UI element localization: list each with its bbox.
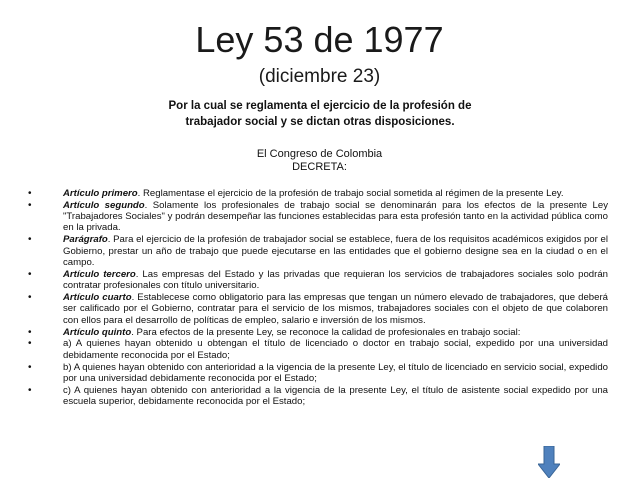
article-text: c) A quienes hayan obtenido con anterioridad a la vigencia de la presente Ley, el título de asistente social expedido por una escuela superior, debidamente reconocida por el Estado; [63, 384, 608, 408]
bullet: • [28, 292, 32, 304]
article-text: . Para efectos de la presente Ley, se reconoce la calidad de profesionales en trabajo social: [131, 326, 521, 338]
article-label: Artículo segundo [63, 199, 145, 211]
bullet: • [28, 188, 32, 199]
article-text: . Establecese como obligatorio para las empresas que tengan un número elevado de trabajadores, que deberá ser calificado por el Gobierno, contratar para el servicio de los mismos, trabajadores sociales con el objeto de que colaboren con ellos para el desarrollo de políticas de empleo, salario e inversión de los mismos. [63, 292, 608, 326]
article-text: . Solamente los profesionales de trabajo social se denominarán para los efectos de la presente Ley "Trabajadores Sociales" y podrán desempeñar las funciones establecidas para esta profesión tanto en la actividad pública como en la privada. [63, 199, 608, 234]
article-text: b) A quienes hayan obtenido con anterioridad a la vigencia de la presente Ley, el título de licenciado en servicio social, expedido por una universidad debidamente reconocida por el Estado; [63, 361, 608, 384]
bullet: • [28, 268, 32, 280]
article-text: . Reglamentase el ejercicio de la profesión de trabajo social sometida al régimen de la presente Ley. [137, 188, 564, 199]
article-text: a) A quienes hayan obtenido u obtengan el título de licenciado o doctor en trabajo social, expedido por una universidad debidamente reconocida por el Estado; [63, 338, 608, 361]
bullet: • [28, 234, 32, 246]
decreta-label: DECRETA: [292, 161, 347, 173]
article-label: Parágrafo [63, 234, 108, 246]
arrow-down-icon[interactable] [538, 446, 560, 478]
list-item [28, 362, 608, 385]
list-item [28, 200, 608, 234]
article-text: . Para el ejercicio de la profesión de trabajador social se establece, fuera de los requisitos académicos exigidos por el Gobierno, prestar un año de trabajo que puede ejecutarse en las entidades que el gobierno designe sea en la ciudad o en el campo. [63, 234, 608, 268]
article-label: Artículo cuarto [63, 292, 132, 304]
article-text: . Las empresas del Estado y las privadas que requieran los servicios de trabajadores sociales solo podrán contratar profesionales con título universitario. [63, 268, 608, 292]
article-label: Artículo tercero [63, 268, 136, 280]
bullet: • [28, 338, 32, 350]
article-label: Artículo quinto [63, 326, 132, 338]
list-item [28, 327, 608, 338]
list-item [28, 234, 608, 268]
bullet: • [28, 199, 32, 211]
list-item [28, 188, 608, 199]
bullet: • [28, 384, 32, 396]
article-label: Artículo primero [63, 188, 138, 199]
articles-list [28, 188, 608, 408]
list-item [28, 292, 608, 326]
bullet: • [28, 361, 32, 373]
congress-name: El Congreso de Colombia [256, 148, 383, 160]
law-heading: Por la cual se reglamenta el ejercicio de la profesión de trabajador social y se dictan otras disposiciones. [168, 100, 472, 128]
list-item [28, 338, 608, 361]
list-item [28, 269, 608, 292]
congress-block [0, 148, 639, 174]
law-date: (diciembre 23) [258, 66, 381, 87]
bullet: • [28, 326, 32, 338]
law-title: Ley 53 de 1977 [195, 19, 444, 60]
list-item [28, 385, 608, 408]
